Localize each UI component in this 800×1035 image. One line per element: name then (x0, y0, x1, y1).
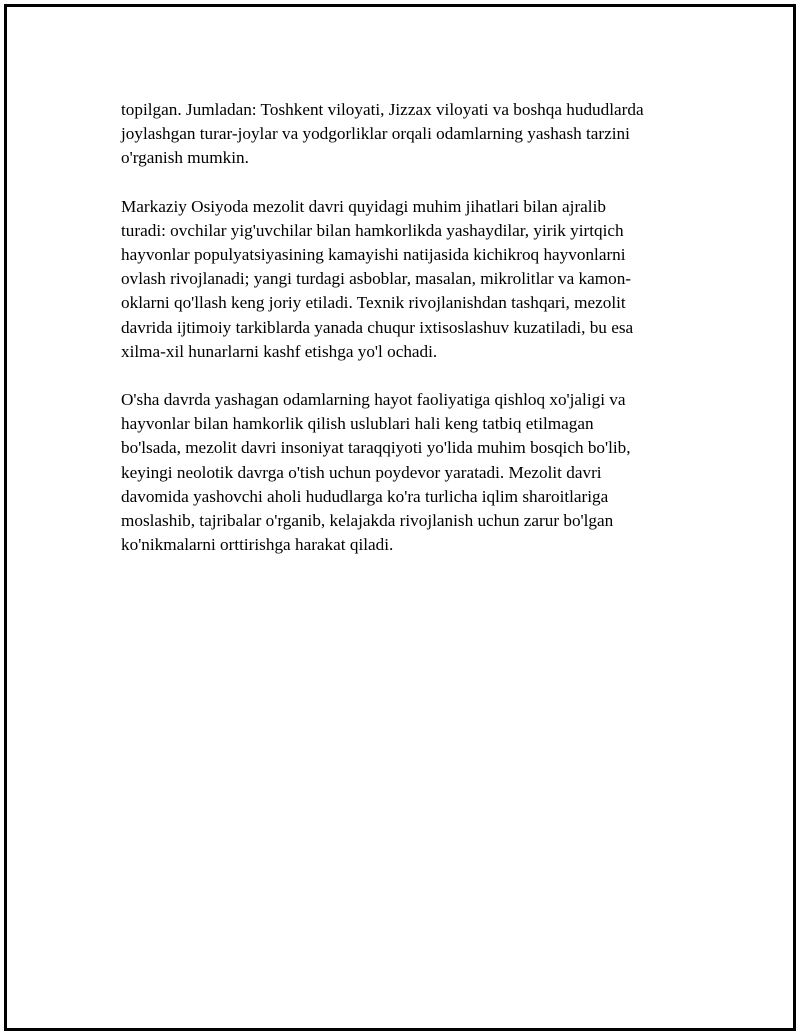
paragraph-1: topilgan. Jumladan: Toshkent viloyati, Jizzax viloyati va boshqa hududlarda joylashgan turar-joylar va yodgorliklar orqali odamlarning yashash tarzini o'rganish mumkin. (121, 100, 644, 168)
paragraph-2: Markaziy Osiyoda mezolit davri quyidagi muhim jihatlari bilan ajralib turadi: ovchilar yig'uvchilar bilan hamkorlikda yashaydilar, yirik yirtqich hayvonlar populyatsiyasining kamayishi natijasida kichikroq hayvonlarni ovlash rivojlanadi; yangi turdagi asboblar, masalan, mikrolitlar va kamon- oklarni qo'llash keng joriy etiladi. Texnik rivojlanishdan tashqari, mezolit davrida ijtimoiy tarkiblarda yanada chuqur ixtisoslashuv kuzatiladi, bu esa xilma-xil hunarlarni kashf etishga yo'l ochadi. (121, 196, 634, 361)
page-frame (4, 4, 796, 1031)
document-body (121, 98, 681, 581)
paragraph-3: O'sha davrda yashagan odamlarning hayot faoliyatiga qishloq xo'jaligi va hayvonlar bilan hamkorlik qilish uslublari hali keng tatbiq etilmagan bo'lsada, mezolit davri insoniyat taraqqiyoti yo'lida muhim bosqich bo'lib, keyingi neolotik davrga o'tish uchun poydevor yaratadi. Mezolit davri davomida yashovchi aholi hududlarga ko'ra turlicha iqlim sharoitlariga moslashib, tajribalar o'rganib, kelajakda rivojlanish uchun zarur bo'lgan ko'nikmalarni orttirishga harakat qiladi. (121, 390, 631, 555)
